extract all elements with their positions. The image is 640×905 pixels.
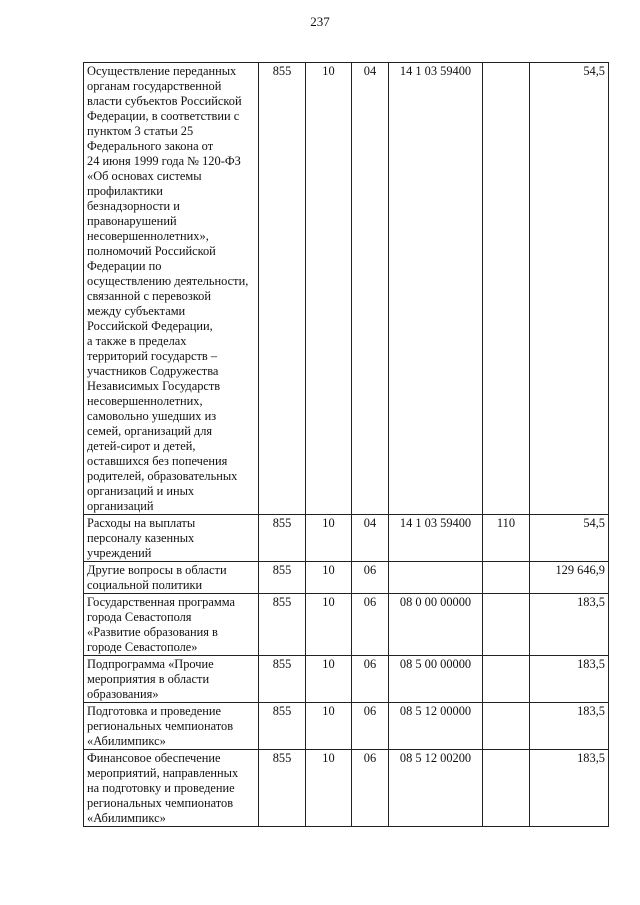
ministry-code-cell: 855 (259, 63, 306, 515)
table-row (84, 594, 609, 656)
target-article-code-cell (389, 562, 483, 594)
expense-type-code-cell (483, 656, 530, 703)
table-row (84, 562, 609, 594)
item-name-cell: Другие вопросы в области социальной политики (84, 562, 259, 594)
expense-type-code-cell (483, 750, 530, 827)
subsection-code-cell: 06 (352, 656, 389, 703)
page-number: 237 (310, 14, 330, 29)
target-article-code-cell: 14 1 03 59400 (389, 63, 483, 515)
target-article-code-cell: 14 1 03 59400 (389, 515, 483, 562)
section-code-cell: 10 (306, 562, 352, 594)
table-row (84, 515, 609, 562)
target-article-code-cell: 08 5 12 00000 (389, 703, 483, 750)
expense-type-code-cell (483, 562, 530, 594)
subsection-code-cell: 06 (352, 562, 389, 594)
subsection-code-cell: 06 (352, 750, 389, 827)
item-name-cell: Государственная программа города Севастополя «Развитие образования в городе Севастополе» (84, 594, 259, 656)
amount-cell: 54,5 (530, 63, 609, 515)
table-row (84, 703, 609, 750)
amount-cell: 183,5 (530, 703, 609, 750)
item-name-cell: Подпрограмма «Прочие мероприятия в области образования» (84, 656, 259, 703)
amount-cell: 183,5 (530, 594, 609, 656)
ministry-code-cell: 855 (259, 515, 306, 562)
budget-table (83, 62, 609, 827)
table-body (84, 63, 609, 827)
ministry-code-cell: 855 (259, 594, 306, 656)
section-code-cell: 10 (306, 594, 352, 656)
section-code-cell: 10 (306, 63, 352, 515)
subsection-code-cell: 06 (352, 703, 389, 750)
item-name-cell: Расходы на выплаты персоналу казенных учреждений (84, 515, 259, 562)
ministry-code-cell: 855 (259, 562, 306, 594)
section-code-cell: 10 (306, 703, 352, 750)
section-code-cell: 10 (306, 656, 352, 703)
item-name-cell: Подготовка и проведение региональных чемпионатов «Абилимпикс» (84, 703, 259, 750)
expense-type-code-cell: 110 (483, 515, 530, 562)
table-row (84, 750, 609, 827)
subsection-code-cell: 04 (352, 63, 389, 515)
ministry-code-cell: 855 (259, 656, 306, 703)
ministry-code-cell: 855 (259, 750, 306, 827)
expense-type-code-cell (483, 63, 530, 515)
section-code-cell: 10 (306, 515, 352, 562)
section-code-cell: 10 (306, 750, 352, 827)
subsection-code-cell: 04 (352, 515, 389, 562)
target-article-code-cell: 08 0 00 00000 (389, 594, 483, 656)
item-name-cell: Финансовое обеспечение мероприятий, направленных на подготовку и проведение региональных чемпионатов «Абилимпикс» (84, 750, 259, 827)
expense-type-code-cell (483, 594, 530, 656)
amount-cell: 183,5 (530, 656, 609, 703)
amount-cell: 129 646,9 (530, 562, 609, 594)
item-name-cell: Осуществление переданных органам государственной власти субъектов Российской Федерации, в соответствии с пунктом 3 статьи 25 Федерального закона от 24 июня 1999 года № 120-ФЗ «Об основах системы профилактики безнадзорности и правонарушений несовершеннолетних», полномочий Российской Федерации по осуществлению деятельности, связанной с перевозкой между субъектами Российской Федерации, а также в пределах территорий государств – участников Содружества Независимых Государств несовершеннолетних, самовольно ушедших из семей, организаций для детей-сирот и детей, оставшихся без попечения родителей, образовательных организаций и иных организаций (84, 63, 259, 515)
amount-cell: 183,5 (530, 750, 609, 827)
expense-type-code-cell (483, 703, 530, 750)
table-row (84, 656, 609, 703)
subsection-code-cell: 06 (352, 594, 389, 656)
table-row (84, 63, 609, 515)
amount-cell: 54,5 (530, 515, 609, 562)
ministry-code-cell: 855 (259, 703, 306, 750)
target-article-code-cell: 08 5 00 00000 (389, 656, 483, 703)
target-article-code-cell: 08 5 12 00200 (389, 750, 483, 827)
